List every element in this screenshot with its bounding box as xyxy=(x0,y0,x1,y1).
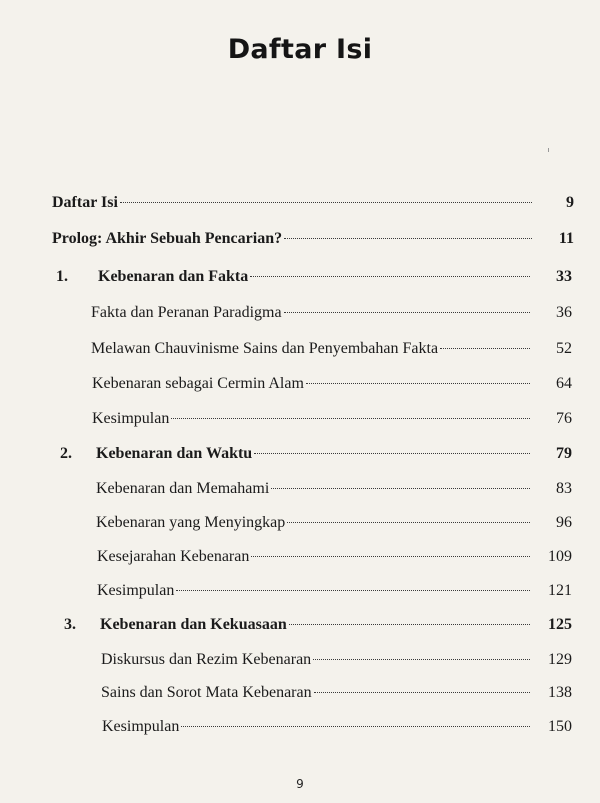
leader-dots xyxy=(314,692,530,693)
toc-entry-label: Melawan Chauvinisme Sains dan Penyembahan Fakta xyxy=(91,340,439,357)
toc-entry-label: Kebenaran dan Kekuasaan xyxy=(100,616,287,633)
leader-dots xyxy=(271,488,530,489)
toc-entry-label: Kesejarahan Kebenaran xyxy=(97,548,250,565)
page-title: Daftar Isi xyxy=(227,34,373,65)
leader-dots xyxy=(313,659,530,660)
toc-entry-page: 79 xyxy=(556,445,572,462)
toc-entry-page: 36 xyxy=(556,304,572,321)
toc-section xyxy=(91,338,572,360)
toc-entry-page: 125 xyxy=(548,616,572,633)
toc-entry-page: 138 xyxy=(548,684,572,701)
toc-section xyxy=(97,580,572,602)
toc-section xyxy=(102,716,572,738)
leader-dots xyxy=(306,383,530,384)
toc-entry-page: 121 xyxy=(548,582,572,599)
toc-entry-label: Prolog: Akhir Sebuah Pencarian? xyxy=(52,230,283,247)
toc-section xyxy=(96,478,572,500)
chapter-number: 3. xyxy=(64,616,76,633)
toc-section xyxy=(91,302,572,324)
toc-entry-page: 129 xyxy=(548,651,572,668)
toc-entry-label: Kebenaran dan Waktu xyxy=(96,445,253,462)
toc-entry-label: Fakta dan Peranan Paradigma xyxy=(91,304,282,321)
toc-entry-page: 76 xyxy=(556,410,572,427)
toc-entry-label: Kebenaran dan Memahami xyxy=(96,480,270,497)
leader-dots xyxy=(287,522,530,523)
leader-dots xyxy=(251,556,530,557)
toc-entry-page: 33 xyxy=(556,268,572,285)
leader-dots xyxy=(171,418,530,419)
leader-dots xyxy=(120,202,532,203)
toc-entry-label: Kebenaran yang Menyingkap xyxy=(96,514,286,531)
toc-entry-label: Diskursus dan Rezim Kebenaran xyxy=(101,651,312,668)
page-number: 9 xyxy=(296,777,304,791)
toc-entry-label: Kebenaran sebagai Cermin Alam xyxy=(92,375,304,392)
toc-entry-page: 109 xyxy=(548,548,572,565)
leader-dots xyxy=(181,726,530,727)
toc-entry-page: 9 xyxy=(566,194,574,211)
leader-dots xyxy=(254,453,530,454)
leader-dots xyxy=(284,312,530,313)
toc-entry-label: Daftar Isi xyxy=(52,194,118,211)
toc-entry-label: Kesimpulan xyxy=(92,410,170,427)
toc-section xyxy=(92,408,572,430)
toc-entry-page: 150 xyxy=(548,718,572,735)
toc-chapter-3 xyxy=(64,614,572,636)
toc-entry-label: Kesimpulan xyxy=(97,582,175,599)
chapter-number: 2. xyxy=(60,445,72,462)
toc-entry-label: Kesimpulan xyxy=(102,718,180,735)
toc-chapter-1 xyxy=(56,266,572,288)
leader-dots xyxy=(284,238,532,239)
toc-entry-page: 83 xyxy=(556,480,572,497)
toc-entry-page: 64 xyxy=(556,375,572,392)
paper-speck xyxy=(548,148,549,152)
toc-chapter-2 xyxy=(60,443,572,465)
leader-dots xyxy=(250,276,530,277)
leader-dots xyxy=(289,624,530,625)
toc-section xyxy=(96,512,572,534)
toc-entry-prolog xyxy=(52,228,574,250)
leader-dots xyxy=(440,348,530,349)
toc-entry-daftar-isi xyxy=(52,192,574,214)
toc-entry-label: Kebenaran dan Fakta xyxy=(98,268,249,285)
chapter-number: 1. xyxy=(56,268,68,285)
toc-entry-page: 52 xyxy=(556,340,572,357)
toc-section xyxy=(92,373,572,395)
toc-entry-label: Sains dan Sorot Mata Kebenaran xyxy=(101,684,312,701)
toc-entry-page: 11 xyxy=(558,230,574,247)
toc-section xyxy=(101,682,572,704)
toc-section xyxy=(97,546,572,568)
toc-section xyxy=(101,649,572,671)
toc-entry-page: 96 xyxy=(556,514,572,531)
leader-dots xyxy=(176,590,530,591)
